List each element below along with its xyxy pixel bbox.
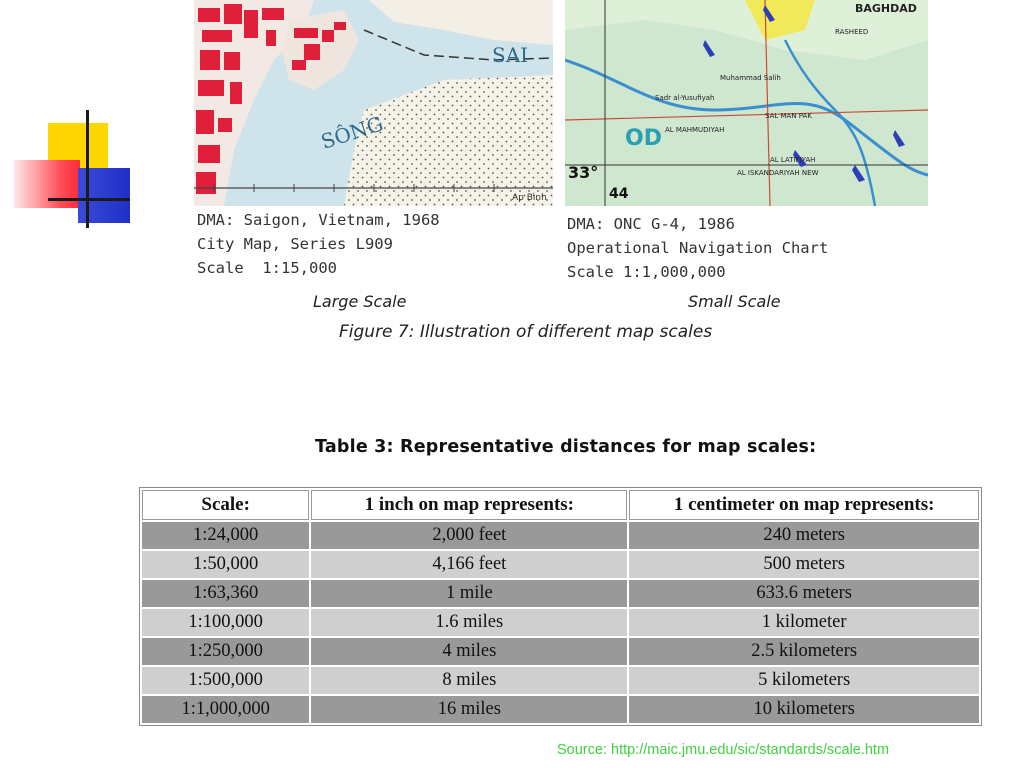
- table-row: [142, 522, 979, 549]
- map-place-latifiyah: AL LATIFIYAH: [770, 156, 816, 164]
- header-centimeter: 1 centimeter on map represents:: [629, 490, 979, 520]
- cell-scale: 1:1,000,000: [142, 696, 309, 723]
- map-grid-lat: 33°: [568, 163, 599, 182]
- cell-centimeter: 2.5 kilometers: [629, 638, 979, 665]
- map-grid-lon: 44: [609, 186, 629, 202]
- cell-scale: 1:500,000: [142, 667, 309, 694]
- small-scale-map-image: [565, 0, 928, 206]
- cell-inch: 1.6 miles: [311, 609, 627, 636]
- table-row: [142, 580, 979, 607]
- table-row: [142, 609, 979, 636]
- table-row: [142, 667, 979, 694]
- large-map-caption: [197, 208, 440, 280]
- river-label-song: SÔNG: [318, 111, 386, 154]
- cell-centimeter: 10 kilometers: [629, 696, 979, 723]
- cell-centimeter: 633.6 meters: [629, 580, 979, 607]
- cell-centimeter: 240 meters: [629, 522, 979, 549]
- cell-centimeter: 5 kilometers: [629, 667, 979, 694]
- cell-inch: 16 miles: [311, 696, 627, 723]
- large-map-caption-line: City Map, Series L909: [197, 235, 393, 253]
- table-header-row: [142, 490, 979, 520]
- small-map-caption: [567, 212, 828, 284]
- river-label-sai: SAI: [492, 43, 529, 67]
- table-row: [142, 638, 979, 665]
- header-scale: Scale:: [142, 490, 309, 520]
- cell-inch: 1 mile: [311, 580, 627, 607]
- source-link[interactable]: Source: http://maic.jmu.edu/sic/standards/scale.htm: [557, 742, 890, 758]
- small-map-caption-line: Scale 1:1,000,000: [567, 263, 726, 281]
- map-place-mahmudiyah: AL MAHMUDIYAH: [665, 126, 725, 134]
- cell-centimeter: 1 kilometer: [629, 609, 979, 636]
- cell-inch: 4,166 feet: [311, 551, 627, 578]
- cell-scale: 1:100,000: [142, 609, 309, 636]
- small-map-caption-line: Operational Navigation Chart: [567, 239, 829, 257]
- cell-inch: 8 miles: [311, 667, 627, 694]
- large-scale-label: Large Scale: [313, 292, 407, 311]
- small-scale-label: Small Scale: [688, 292, 781, 311]
- large-map-caption-line: DMA: Saigon, Vietnam, 1968: [197, 211, 440, 229]
- table-title: Table 3: Representative distances for map scales:: [315, 437, 817, 457]
- cell-scale: 1:50,000: [142, 551, 309, 578]
- map-place-sadr: Sadr al-Yusufiyah: [655, 94, 715, 102]
- map-place-rasheed: RASHEED: [835, 28, 869, 36]
- map-scale-table: [139, 487, 982, 726]
- table-row: [142, 696, 979, 723]
- map-corner-label: Ap Bình: [512, 193, 547, 203]
- cell-inch: 4 miles: [311, 638, 627, 665]
- map-city-baghdad: BAGHDAD: [855, 2, 917, 15]
- cell-scale: 1:63,360: [142, 580, 309, 607]
- header-inch: 1 inch on map represents:: [311, 490, 627, 520]
- slide-ornament: [0, 0, 140, 240]
- cell-scale: 1:24,000: [142, 522, 309, 549]
- ornament-vertical-line: [86, 110, 89, 228]
- table-row: [142, 551, 979, 578]
- small-map-caption-line: DMA: ONC G-4, 1986: [567, 215, 735, 233]
- map-place-iskandariyah: AL ISKANDARIYAH NEW: [737, 169, 819, 177]
- cell-inch: 2,000 feet: [311, 522, 627, 549]
- map-place-muhammad-salih: Muhammad Salih: [720, 74, 781, 82]
- map-zone-label: OD: [625, 126, 662, 151]
- large-scale-map-image: [194, 0, 553, 206]
- large-map-caption-line: Scale 1:15,000: [197, 259, 337, 277]
- figure-caption: Figure 7: Illustration of different map scales: [339, 322, 713, 342]
- cell-scale: 1:250,000: [142, 638, 309, 665]
- map-place-sal-man-pak: SAL MAN PAK: [765, 112, 812, 120]
- ornament-horizontal-line: [48, 198, 130, 201]
- cell-centimeter: 500 meters: [629, 551, 979, 578]
